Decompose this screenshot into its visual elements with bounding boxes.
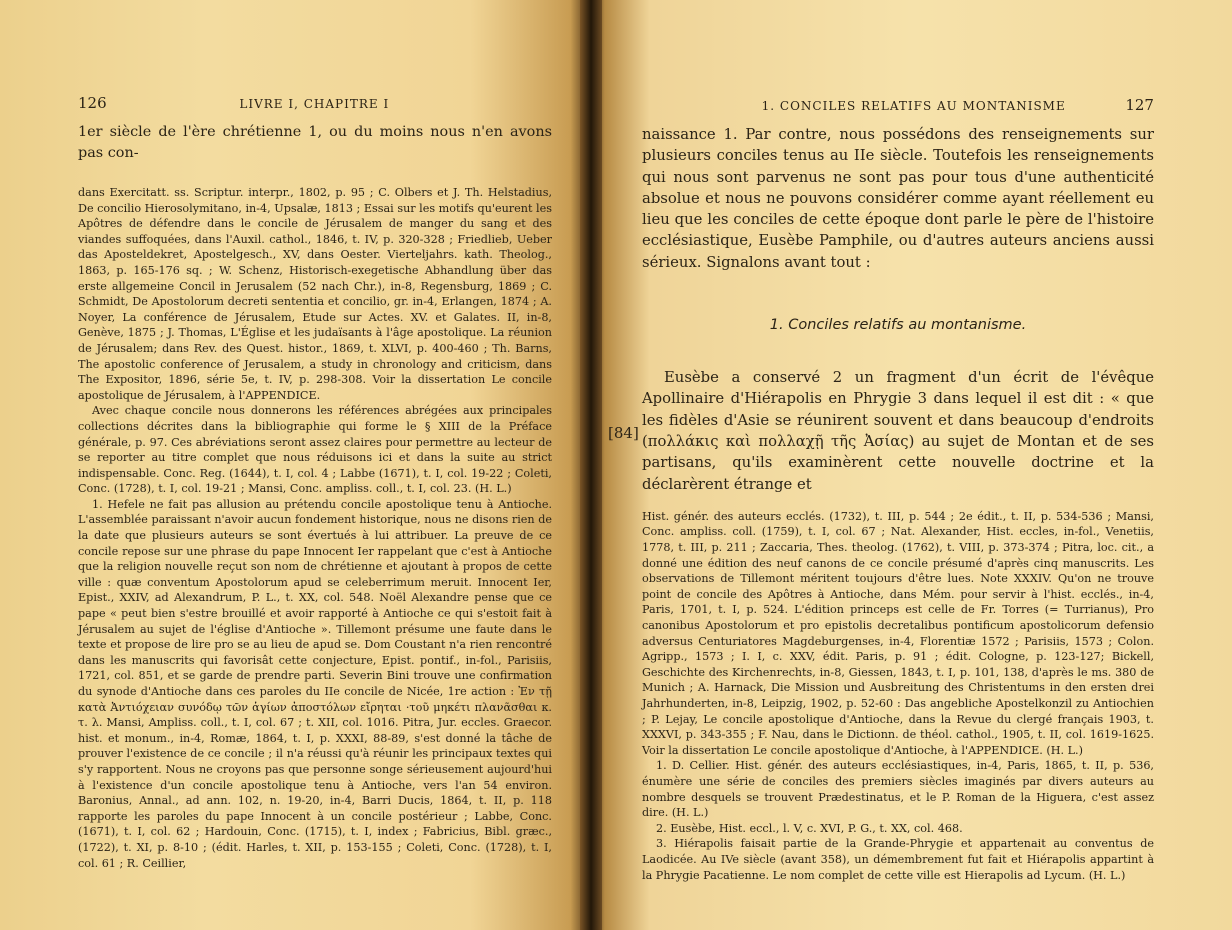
right-footnote-1: 1. D. Cellier. Hist. génér. des auteurs ecclésiastiques, in-4, Paris, 1865, t. II, p. 536, énumère une série de conciles des premiers siècles imaginés par divers auteurs au nombre desquels se trouvent Prædestinatus, et le P. Roman de la Higuera, c'est assez dire. (H. L.) bbox=[642, 759, 1154, 820]
left-top-line: 1er siècle de l'ère chrétienne 1, ou du moins nous n'en avons pas con- bbox=[78, 124, 552, 161]
right-paragraph-1: naissance 1. Par contre, nous possédons des renseignements sur plusieurs conciles tenus au IIe siècle. Toutefois les renseignements qui nous sont parvenus ne sont pas pour tous d'une authenticité absolue et nous ne pouvons considérer comme ayant réellement eu lieu que les conciles de cette époque dont parle le père de l'histoire ecclésiastique, Eusèbe Pamphile, ou d'autres auteurs anciens aussi sérieux. Signalons avant tout : bbox=[642, 126, 1154, 271]
left-page bbox=[0, 0, 588, 930]
right-page bbox=[592, 0, 1232, 930]
right-footnote-continuation: Hist. génér. des auteurs ecclés. (1732), t. III, p. 544 ; 2e édit., t. II, p. 534-536 ; Mansi, Conc. ampliss. coll. (1759), t. I, col. 67 ; Nat. Alexander, Hist. eccles, in-fol., Venetiis, 1778, t. III, p. 211 ; Zaccaria, Thes. theolog. (1762), t. VIII, p. 373-374 ; Pitra, loc. cit., a donné une édition des neuf canons de ce concile présumé d'après cinq manuscrits. Les observations de Tillemont méritent toujours d'être lues. Note XXXIV. Qu'on ne trouve point de concile des Apôtres à Antioche, dans Mém. pour servir à l'hist. ecclés., in-4, Paris, 1701, t. I, p. 524. L'édition princeps est celle de Fr. Torres (= Turrianus), Pro canonibus Apostolorum et pro epistolis decretalibus pontificum apostolicorum defensio adversus Centuriatores Magdeburgenses, in-4, Florentiæ 1572 ; Parisiis, 1573 ; Colon. Agripp., 1573 ; I. I, c. XXV, édit. Paris, p. 91 ; édit. Cologne, p. 123-127; Bickell, Geschichte des Kirchenrechts, in-8, Giessen, 1843, t. I, p. 101, 138, d'après le ms. 380 de Munich ; A. Harnack, Die Mission und Ausbreitung des Christentums in den ersten drei Jahrhunderten, in-8, Leipzig, 1902, p. 52-60 : Das angebliche Apostelkonzil zu Antiochien ; P. Lejay, Le concile apostolique d'Antioche, dans la Revue du clergé français 1903, t. XXXVI, p. 343-355 ; F. Nau, dans le Dictionn. de théol. cathol., 1905, t. II, col. 1619-1625. Voir la dissertation Le concile apostolique d'Antioche, à l'APPENDICE. (H. L.) bbox=[642, 509, 1154, 757]
right-paragraph-2: Eusèbe a conservé 2 un fragment d'un écrit de l'évêque Apollinaire d'Hiérapolis en Phrygie 3 dans lequel il est dit : « que les fidèles d'Asie se réunirent souvent et dans beaucoup d'endroits (πολλάκις καὶ πολλαχῇ τῆς Ἀσίας) au sujet de Montan et de ses partisans, qu'ils examinèrent cette nouvelle doctrine et la déclarèrent étrange et bbox=[642, 369, 1154, 493]
left-page-number: 126 bbox=[78, 94, 107, 112]
left-footnote-1: 1. Hefele ne fait pas allusion au prétendu concile apostolique tenu à Antioche. L'assemblée paraissant n'avoir aucun fondement historique, nous ne disons rien de la date que plusieurs auteurs se sont évertués à lui attribuer. La preuve de ce concile repose sur une phrase du pape Innocent Ier rappelant que c'est à Antioche que la religion nouvelle reçut son nom de chrétienne et ajoutant à propos de cette ville : quæ conventum Apostolorum apud se celeberrimum meruit. Innocent Ier, Epist., XXIV, ad Alexandrum, P. L., t. XX, col. 548. Noël Alexandre pense que ce pape « peut bien s'estre brouillé et avoir rapporté à Antioche ce qui s'estoit fait à Jérusalem au sujet de l'église d'Antioche ». Tillemont présume une faute dans le texte et propose de lire pro se au lieu de apud se. Dom Coustant n'a rien rencontré dans les manuscrits qui favorisât cette conjecture, Epist. pontif., in-fol., Parisiis, 1721, col. 851, et se garde de prendre parti. Severin Bini trouve une confirmation du synode d'Antioche dans ces paroles du IIe concile de Nicée, 1re action : Ἐν τῇ κατὰ Ἀντιόχειαν συνόδῳ τῶν ἁγίων ἀποστόλων εἴρηται ·τοῦ μηκέτι πλανᾶσθαι κ. τ. λ. Mansi, Ampliss. coll., t. I, col. 67 ; t. XII, col. 1016. Pitra, Jur. eccles. Graecor. hist. et monum., in-4, Romæ, 1864, t. I, p. XXXI, 88-89, s'est donné la tâche de prouver l'existence de ce concile ; il n'a réussi qu'à réunir les principaux textes qui s'y rapportent. Nous ne croyons pas que personne songe sérieusement aujourd'hui à l'existence d'un concile apostolique tenu à Antioche, vers l'an 54 environ. Baronius, Annal., ad ann. 102, n. 19-20, in-4, Barri Ducis, 1864, t. II, p. 118 rapporte les paroles du pape Innocent à un concile postérieur ; Labbe, Conc. (1671), t. I, col. 62 ; Hardouin, Conc. (1715), t. I, index ; Fabricius, Bibl. græc., (1722), t. XI, p. 8-10 ; (édit. Harles, t. XII, p. 153-155 ; Coleti, Conc. (1728), t. I, col. 61 ; R. Ceillier, bbox=[78, 497, 552, 870]
left-footnotes bbox=[78, 185, 552, 871]
right-footnote-2: 2. Eusèbe, Hist. eccl., l. V, c. XVI, P. G., t. XX, col. 468. bbox=[656, 821, 963, 835]
right-footnote-3: 3. Hiérapolis faisait partie de la Grande-Phrygie et appartenait au conventus de Laodicée. Au IVe siècle (avant 358), un démembrement fut fait et Hiérapolis appartint à la Phrygie Pacatienne. Le nom complet de cette ville est Hierapolis ad Lycum. (H. L.) bbox=[642, 837, 1154, 882]
section-title: 1. Conciles relatifs au montanisme. bbox=[769, 317, 1027, 334]
margin-marker: [84] bbox=[608, 424, 639, 442]
left-running-head-row bbox=[78, 94, 552, 112]
book-gutter bbox=[580, 0, 602, 930]
right-footnotes bbox=[642, 509, 1154, 883]
left-footnote-continuation: dans Exercitatt. ss. Scriptur. interpr., 1802, p. 95 ; C. Olbers et J. Th. Helstadius, De concilio Hierosolymitano, in-4, Upsalæ, 1813 ; Essai sur les motifs qu'eurent les Apôtres de défendre dans le concile de Jérusalem de manger du sang et des viandes suffoquées, dans l'Auxil. cathol., 1846, t. IV, p. 320-328 ; Friedlieb, Ueber das Aposteldekret, Apostelgesch., XV, dans Oester. Vierteljahrs. kath. Theolog., 1863, p. 165-176 sq. ; W. Schenz, Historisch-exegetische Abhandlung über das erste allgemeine Concil in Jerusalem (52 nach Chr.), in-8, Regensburg, 1869 ; C. Schmidt, De Apostolorum decreti sententia et concilio, gr. in-4, Erlangen, 1874 ; A. Noyer, La conférence de Jérusalem, Etude sur Actes. XV. et Galates. II, in-8, Genève, 1875 ; J. Thomas, L'Église et les judaïsants à l'âge apostolique. La réunion de Jérusalem; dans Rev. des Quest. histor., 1869, t. XLVI, p. 400-460 ; Th. Barns, The apostolic conference of Jerusalem, a study in chronology and criticism, dans The Expositor, 1896, série 5e, t. IV, p. 298-308. Voir la dissertation Le concile apostolique de Jérusalem, à l'APPENDICE. bbox=[78, 186, 552, 402]
right-page-content bbox=[642, 96, 1154, 883]
right-page-number: 127 bbox=[1125, 96, 1154, 114]
right-running-head-row bbox=[642, 96, 1154, 114]
left-page-content bbox=[78, 94, 552, 871]
left-footnote-bibliography: Avec chaque concile nous donnerons les références abrégées aux principales collections décrites dans la bibliographie qui forme le § XIII de la Préface générale, p. 97. Ces abréviations seront assez claires pour permettre au lecteur de se reporter au titre complet que nous réduisons ici et dans la suite au strict indispensable. Conc. Reg. (1644), t. I, col. 4 ; Labbe (1671), t. I, col. 19-22 ; Coleti, Conc. (1728), t. I, col. 19-21 ; Mansi, Conc. ampliss. coll., t. I, col. 23. (H. L.) bbox=[78, 404, 552, 496]
right-running-head: 1. CONCILES RELATIFS AU MONTANISME bbox=[761, 99, 1066, 113]
left-running-head: LIVRE I, CHAPITRE I bbox=[239, 97, 390, 111]
